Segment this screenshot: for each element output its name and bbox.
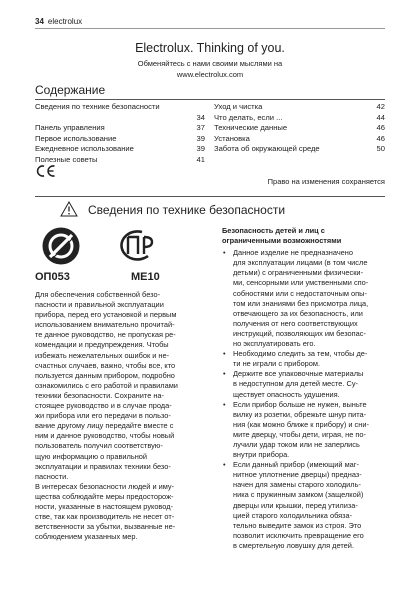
text-line: Держите все упаковочные материалы: [233, 369, 364, 379]
text-line: ния (как можно ближе к прибору) и сни-: [233, 419, 369, 429]
contents-heading: Содержание: [35, 83, 106, 97]
text-line: пасности.: [35, 471, 69, 481]
toc-entry-label: Что делать, если ...: [214, 112, 283, 122]
text-line: Необходимо следить за тем, чтобы де-: [233, 349, 368, 359]
text-line: те данное руководство, не пропуская ре-: [35, 330, 176, 340]
toc-entry-label: Забота об окружающей среде: [214, 144, 320, 154]
text-line: том или знаниями без присмотра лица,: [233, 298, 369, 308]
brand-name: electrolux: [47, 17, 83, 26]
toc-entry[interactable]: [214, 102, 385, 113]
ce-mark-icon: [35, 164, 57, 178]
text-line: В интересах безопасности людей и иму-: [35, 481, 175, 491]
text-line: тельно выведите замок из строя. Это: [233, 520, 362, 530]
toc-entry-label: Панель управления: [35, 123, 105, 133]
text-line: пользователь получил соответствую-: [35, 441, 163, 451]
list-item: [222, 248, 385, 349]
text-line: цией старого холодильника обяза-: [233, 510, 353, 520]
text-line: счастных случаев, важно, чтобы все, кто: [35, 360, 176, 370]
text-line: получения от него соответствующих: [233, 318, 358, 328]
toc-entry[interactable]: [214, 113, 385, 124]
text-line: ности, указанные в настоящем руковод-: [35, 501, 174, 511]
safety-paragraph: [35, 482, 210, 543]
text-line: техники безопасности. Сохраните на-: [35, 390, 165, 400]
toc-entry[interactable]: [35, 144, 205, 155]
header-divider: [35, 28, 385, 29]
text-line: щую информацию о правильной: [35, 451, 148, 461]
toc-entry[interactable]: [35, 123, 205, 134]
text-line: собностями или с недостаточным опы-: [233, 288, 367, 298]
text-line: нитное уплотнение дверцы) предназ-: [233, 470, 362, 480]
text-line: стве, так как производитель не несет от-: [35, 512, 175, 522]
child-safety-block: [222, 226, 385, 551]
text-line: позволит исключить превращение его: [233, 530, 364, 540]
warning-triangle-icon: [60, 201, 78, 217]
text-line: ществует опасность удушения.: [233, 389, 340, 399]
text-line: для эксплуатации лицами (в том числе: [233, 258, 368, 268]
safety-heading: Сведения по технике безопасности: [88, 203, 286, 217]
toc-entry-label: Первое использование: [35, 133, 117, 143]
text-line: ветственности за убытки, вызванные не-: [35, 522, 176, 532]
text-line: соблюдением указанных мер.: [35, 532, 138, 542]
text-line: ми, сенсорными или умственными спо-: [233, 278, 369, 288]
text-line: Для обеспечения собственной безо-: [35, 290, 161, 299]
contents-left-column: [35, 102, 205, 166]
text-line: жи прибора или его передачи в пользо-: [35, 411, 171, 421]
safety-intro-text: [35, 290, 210, 542]
text-line: лучили удар током или не заперлись: [233, 439, 360, 449]
list-item: [222, 369, 385, 399]
text-line: в смертельную ловушку для детей.: [233, 540, 354, 550]
slogan-title: Electrolux. Thinking of you.: [135, 41, 285, 55]
toc-entry-label: Установка: [214, 133, 250, 143]
page-number: 34: [35, 17, 44, 26]
text-line: вилку из розетки, обрежьте шнур пита-: [233, 409, 367, 419]
certification-mark-icon: [41, 226, 81, 266]
toc-entry-label: Уход и чистка: [214, 102, 263, 111]
toc-entry[interactable]: [35, 134, 205, 145]
text-line: дверцы или крышки, перед утилиза-: [233, 500, 358, 510]
toc-entry-label: Полезные советы: [35, 154, 98, 164]
text-line: детьми) с ограниченными физически-: [233, 268, 364, 278]
section-divider: [35, 196, 385, 197]
toc-entry[interactable]: [214, 123, 385, 134]
text-line: начен для замены старого холодиль-: [233, 480, 361, 490]
text-line: ника с пружинным замком (защелкой): [233, 490, 364, 500]
text-line: щества соблюдайте меры предосторож-: [35, 491, 174, 501]
safety-paragraph: [35, 290, 210, 482]
text-line: вание другому лицу передайте вместе с: [35, 421, 174, 431]
gost-r-mark-icon: [114, 226, 158, 266]
text-line: эксплуатации и правилах техники безо-: [35, 461, 171, 471]
toc-entry-page: 37: [196, 123, 205, 133]
toc-entry-label: Ежедневное использование: [35, 144, 134, 154]
toc-entry-label: Сведения по технике безопасности: [35, 102, 160, 111]
text-line: использованием внимательно прочитай-: [35, 320, 175, 330]
rights-note: Право на изменения сохраняется: [267, 177, 385, 186]
cert-code-1: ОП053: [35, 271, 70, 283]
text-line: но эксплуатировать его.: [233, 339, 316, 349]
text-line: комендации и предупреждения. Чтобы: [35, 340, 169, 350]
toc-entry-page: 39: [196, 133, 205, 143]
toc-entry-page: 39: [196, 144, 205, 154]
toc-entry[interactable]: [214, 134, 385, 145]
list-item: [222, 460, 385, 551]
text-line: в недоступном для детей месте. Су-: [233, 379, 358, 389]
child-safety-heading: [222, 226, 385, 246]
toc-entry-page: 34: [196, 112, 205, 122]
heading-line: ограниченными возможностями: [222, 236, 342, 246]
toc-entry-page: 41: [196, 154, 205, 164]
text-line: ним и данное руководство, чтобы новый: [35, 431, 175, 441]
text-line: стоящее руководство и в случае прода-: [35, 401, 172, 411]
toc-entry-page: 44: [376, 112, 385, 122]
toc-entry-page: 50: [376, 144, 385, 154]
toc-entry-label: Технические данные: [214, 123, 288, 133]
text-line: пасности и правильной эксплуатации: [35, 300, 164, 310]
contents-divider: [35, 99, 385, 100]
text-line: пользуется данным прибором, подробно: [35, 370, 175, 380]
text-line: прибора, перед его установкой и первым: [35, 310, 177, 320]
toc-entry[interactable]: [35, 102, 205, 113]
toc-entry-page: 46: [376, 133, 385, 143]
text-line: Если данный прибор (имеющий маг-: [233, 460, 359, 470]
text-line: ти не играли с прибором.: [233, 359, 321, 369]
page-header: [35, 17, 82, 26]
toc-entry[interactable]: [35, 113, 205, 124]
toc-entry-page: 42: [376, 102, 385, 111]
list-item: [222, 400, 385, 461]
toc-entry[interactable]: [35, 155, 205, 166]
text-line: Если прибор больше не нужен, выньте: [233, 399, 367, 409]
text-line: мите дверцу, чтобы дети, играя, не по-: [233, 429, 366, 439]
website-link[interactable]: www.electrolux.com: [176, 70, 244, 79]
text-line: ознакомились с его работой и правилами: [35, 380, 178, 390]
child-safety-list: [222, 248, 385, 551]
text-line: отвечающего за их безопасность, или: [233, 308, 363, 318]
text-line: внутри прибора.: [233, 450, 290, 460]
contents-right-column: [214, 102, 385, 155]
cert-code-2: ME10: [131, 271, 160, 283]
list-item: [222, 349, 385, 369]
text-line: инструкций, позволяющих им безопас-: [233, 328, 366, 338]
toc-entry[interactable]: [214, 144, 385, 155]
text-line: избежать нежелательных ошибок и не-: [35, 350, 170, 360]
heading-line: Безопасность детей и лиц с: [222, 226, 325, 235]
toc-entry-page: 46: [376, 123, 385, 133]
text-line: Данное изделие не предназначено: [233, 248, 353, 258]
slogan-subtitle: Обменяйтесь с нами своими мыслями на: [137, 59, 283, 68]
